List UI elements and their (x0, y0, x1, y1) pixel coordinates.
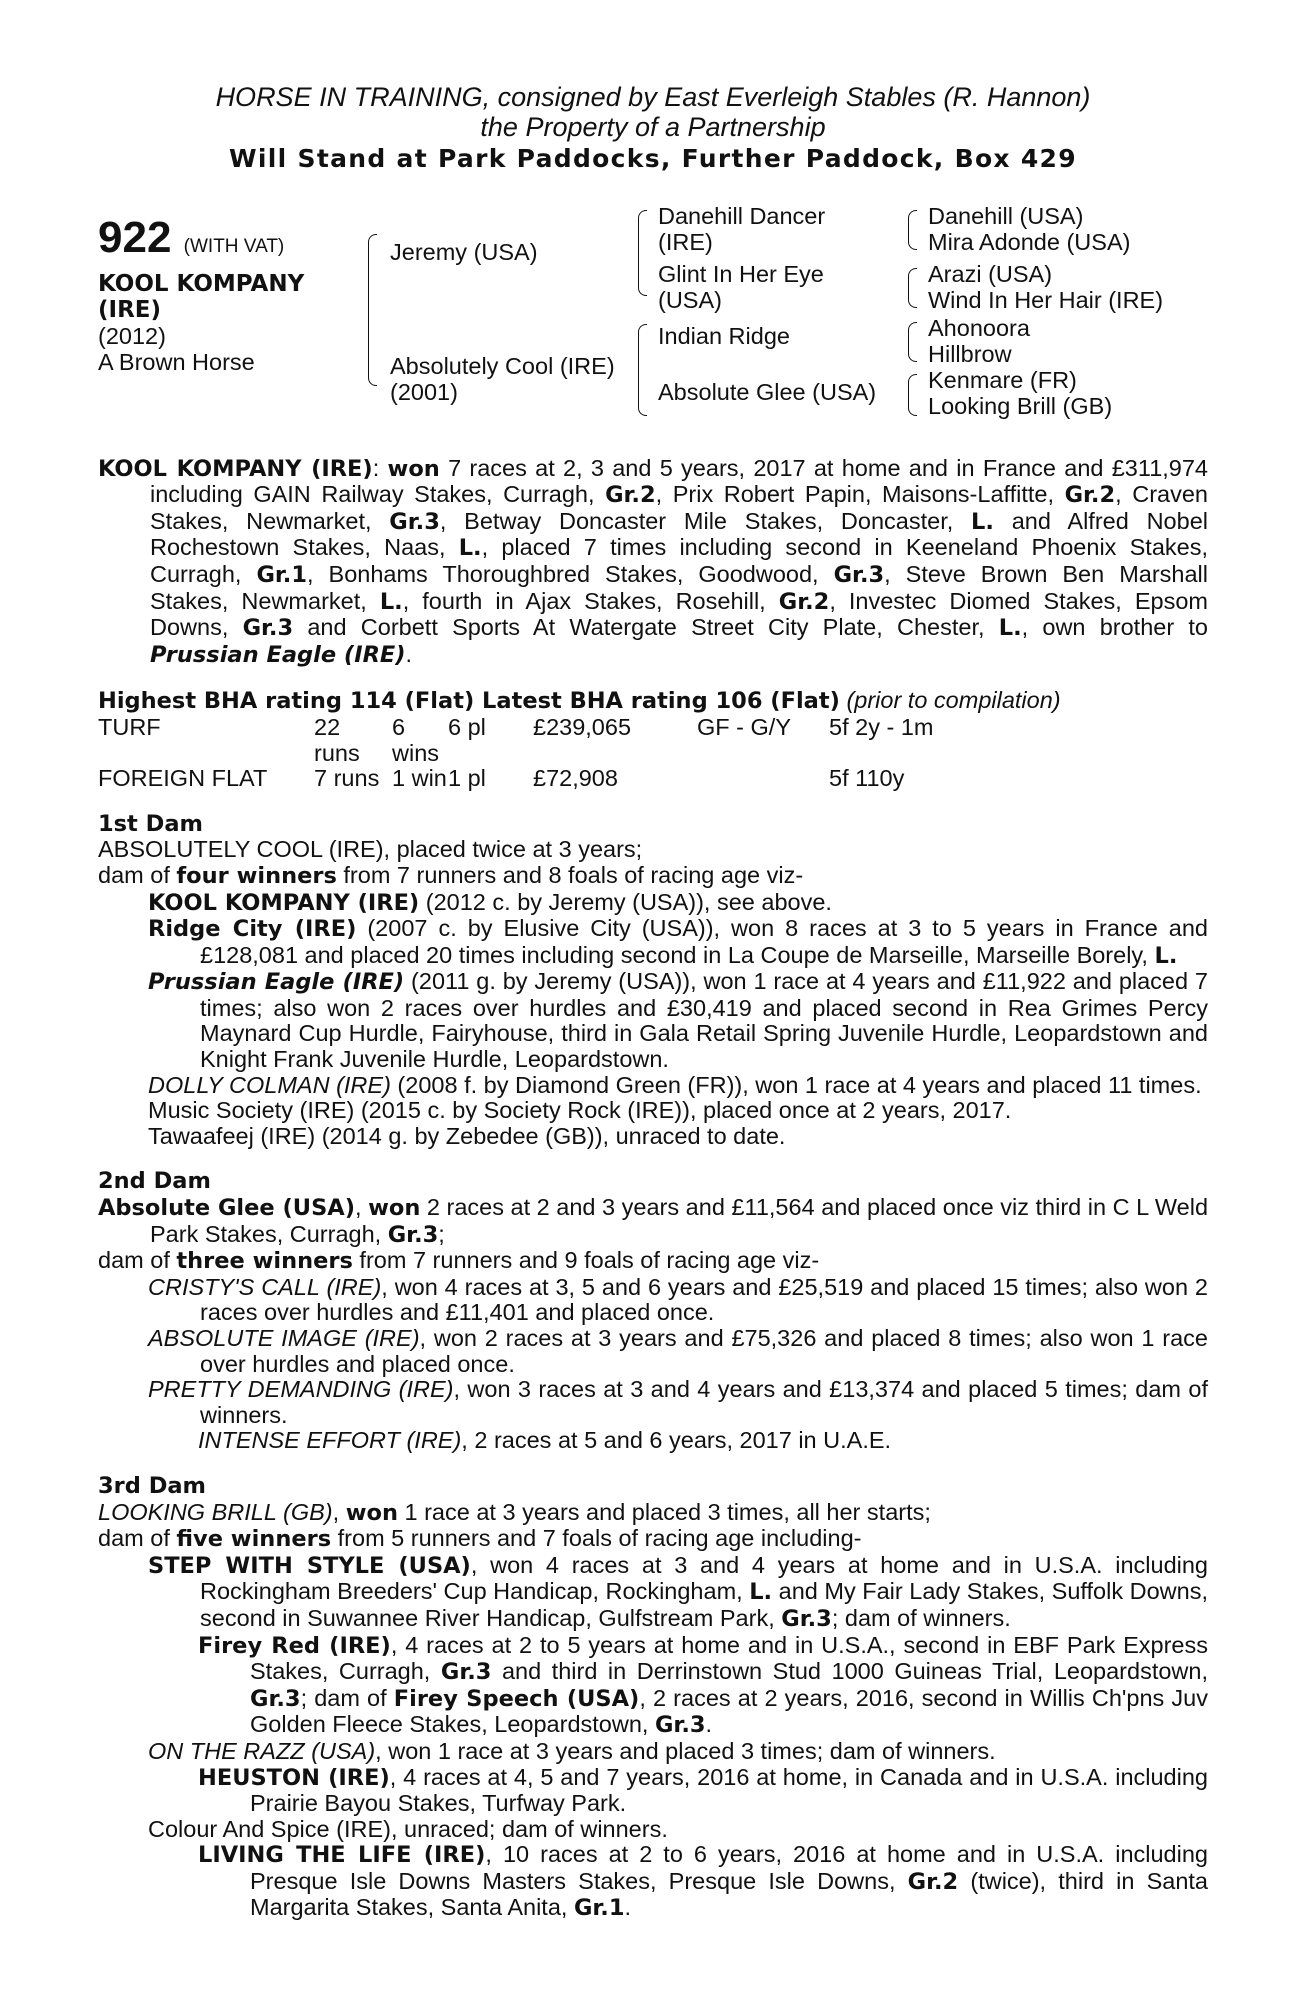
text-run: , won 1 race at 3 years and placed 3 times; dam of winners. (375, 1737, 996, 1764)
pedigree-brace (908, 374, 917, 416)
table-cell: 1 win (392, 765, 447, 792)
text-run: Ridge City (IRE) (148, 916, 357, 943)
text-run: , Steve Brown Ben Marshall Stakes, Newmarket, (150, 560, 1209, 614)
first-dam-section (98, 812, 1208, 1150)
dam-year: (2001) (390, 378, 458, 405)
third-dam-heading: 3rd Dam (98, 1472, 206, 1499)
text-run: four winners (176, 862, 337, 889)
text-run: ABSOLUTELY COOL (IRE), placed twice at 3 years; (98, 836, 643, 863)
text-run: and Corbett Sports At Watergate Street City Plate, Chester, (293, 614, 999, 641)
pedigree-brace (908, 210, 917, 250)
text-run: and My Fair Lady Stakes, Suffolk Downs, second in Suwannee River Handicap, Gulfstream Park, (200, 1578, 1208, 1631)
text-run: , own brother to (1021, 614, 1208, 641)
header-location: Will Stand at Park Paddocks, Further Paddock, Box 429 (229, 144, 1077, 173)
text-run: Gr.3 (833, 561, 885, 588)
text-run: Prussian Eagle (IRE) (150, 641, 406, 668)
text-run: Colour And Spice (IRE), unraced; dam of winners. (148, 1815, 668, 1842)
text-run: KOOL KOMPANY (IRE) (98, 455, 373, 482)
text-run: , Investec Diomed Stakes, Epsom Downs, (150, 587, 1208, 641)
text-run: Gr.2 (907, 1868, 959, 1895)
progeny-entry (98, 1275, 1208, 1326)
text-run: , fourth in Ajax Stakes, Rosehill, (402, 587, 779, 614)
text-run: . (405, 640, 413, 667)
vat-label: (WITH VAT) (183, 235, 285, 257)
text-run: LIVING THE LIFE (IRE) (198, 1842, 486, 1869)
table-cell: £239,065 (533, 713, 632, 740)
progeny-entry (98, 1098, 1208, 1124)
text-run: L. (379, 588, 403, 615)
sire-dam: Glint In Her Eye (658, 260, 824, 287)
text-run: Gr.3 (250, 1685, 301, 1712)
text-run: won (368, 1195, 421, 1222)
text-run: HEUSTON (IRE) (198, 1764, 390, 1791)
text-run: L. (458, 535, 482, 562)
text-run: DOLLY COLMAN (IRE) (148, 1071, 391, 1098)
text-run: , Betway Doncaster Mile Stakes, Doncaster, (439, 507, 972, 534)
third-dam-section (98, 1474, 1208, 1922)
pedigree-brace (638, 324, 647, 416)
progeny-entry (98, 837, 1208, 863)
table-cell: TURF (98, 713, 161, 740)
text-run: L. (1154, 942, 1178, 969)
text-run: ABSOLUTE IMAGE (IRE) (148, 1325, 420, 1351)
progeny-entry (98, 1248, 1208, 1275)
text-run: Gr.3 (242, 615, 294, 642)
progeny-entry (98, 1633, 1208, 1739)
first-dam-lines (98, 837, 1208, 1149)
pedigree (98, 204, 1208, 436)
progeny-entry (98, 1326, 1208, 1377)
pedigree-brace (908, 268, 917, 308)
table-cell: 1 pl (448, 765, 486, 792)
pedigree-brace (368, 234, 377, 386)
text-run: 1 race at 3 years and placed 3 times, all her starts; (397, 1498, 931, 1525)
table-cell: 6 pl (448, 713, 486, 740)
text-run: STEP WITH STYLE (USA) (148, 1552, 471, 1579)
text-run: . (705, 1711, 713, 1738)
table-cell: 22 runs (314, 713, 360, 766)
pedigree-ancestor: Ahonoora (928, 314, 1030, 341)
pedigree-ancestor: Mira Adonde (USA) (928, 228, 1131, 255)
text-run: dam of (98, 861, 177, 888)
pedigree-ancestor: Arazi (USA) (928, 260, 1053, 287)
progeny-entry (98, 1817, 1208, 1843)
text-run: (prior to compilation) (846, 687, 1061, 714)
table-cell (697, 766, 829, 792)
lot-number: 922 (WITH VAT) (98, 212, 285, 262)
sire-sire-suffix: (IRE) (658, 228, 713, 255)
header-property: the Property of a Partnership (480, 112, 826, 142)
second-dam-section (98, 1169, 1208, 1454)
progeny-entry (98, 1377, 1208, 1428)
text-run: dam of (98, 1525, 177, 1552)
progeny-entry (98, 969, 1208, 1072)
horse-suffix: (IRE) (98, 296, 162, 323)
text-run: five winners (176, 1526, 332, 1553)
text-run: L. (749, 1579, 773, 1606)
progeny-entry (98, 1553, 1208, 1633)
ratings-table (98, 715, 1208, 792)
text-run: Gr.1 (256, 561, 307, 588)
text-run: Gr.2 (778, 588, 830, 615)
sire-dam-suffix: (USA) (658, 286, 722, 313)
dam-dam: Absolute Glee (USA) (658, 378, 877, 405)
progeny-entry (98, 1526, 1208, 1553)
table-cell: 7 runs (314, 765, 380, 792)
text-run: CRISTY'S CALL (IRE) (148, 1273, 382, 1300)
text-run: , Prix Robert Papin, Maisons-Laffitte, (655, 481, 1065, 508)
text-run: INTENSE EFFORT (IRE) (198, 1427, 462, 1454)
table-cell: 5f 110y (829, 765, 905, 792)
horse-description: A Brown Horse (98, 348, 255, 375)
foaling-year: (2012) (98, 322, 166, 349)
text-run: , (332, 1498, 346, 1525)
table-cell: GF - G/Y (697, 713, 791, 740)
ratings-heading (98, 688, 1208, 715)
text-run: Gr.3 (387, 1221, 439, 1248)
text-run: Gr.3 (654, 1712, 706, 1739)
text-run: Gr.1 (573, 1895, 625, 1922)
text-run: Gr.3 (781, 1605, 832, 1632)
pedigree-ancestor: Kenmare (FR) (928, 366, 1077, 393)
text-run: , won 3 races at 3 and 4 years and £13,374 and placed 5 times; dam of winners. (200, 1376, 1208, 1428)
text-run: from 7 runners and 9 foals of racing age viz- (352, 1247, 820, 1274)
text-run: , (354, 1194, 369, 1221)
text-run: dam of (98, 1247, 177, 1274)
horse-name: KOOL KOMPANY (98, 270, 305, 297)
text-run: 2 races at 2 and 3 years and £11,564 and placed once viz third in C L Weld Park Stakes, Curragh, (150, 1194, 1209, 1247)
catalogue-page (98, 82, 1208, 1922)
progeny-entry (98, 916, 1208, 969)
text-run: , Craven Stakes, Newmarket, (150, 481, 1208, 534)
pedigree-ancestor: Hillbrow (928, 340, 1012, 367)
text-run: , Bonhams Thoroughbred Stakes, Goodwood, (307, 560, 834, 587)
progeny-entry (98, 1073, 1208, 1099)
pedigree-brace (638, 210, 647, 296)
text-run: (twice), third in Santa Margarita Stakes, Santa Anita, (250, 1867, 1208, 1921)
text-run: , won 4 races at 3, 5 and 6 years and £25,519 and placed 15 times; also won 2 races over hurdles and £11,401 and placed once. (200, 1273, 1208, 1326)
text-run: Highest BHA rating 114 (Flat) Latest BHA rating 106 (Flat) (98, 688, 840, 715)
second-dam-heading: 2nd Dam (98, 1168, 211, 1195)
sire: Jeremy (USA) (390, 238, 538, 265)
text-run: Gr.2 (605, 482, 656, 509)
text-run: , 4 races at 2 to 5 years at home and in U.S.A., second in EBF Park Express Stakes, Curragh, (250, 1631, 1208, 1685)
progeny-entry (98, 1739, 1208, 1765)
text-run: : (372, 454, 388, 481)
pedigree-ancestor: Danehill (USA) (928, 202, 1084, 229)
text-run: KOOL KOMPANY (IRE) (148, 889, 420, 916)
text-run: Tawaafeej (IRE) (2014 g. by Zebedee (GB)), unraced to date. (148, 1122, 786, 1149)
text-run: and Alfred Nobel Rochestown Stakes, Naas, (150, 507, 1208, 561)
table-cell: £72,908 (533, 765, 618, 792)
text-run: from 7 runners and 8 foals of racing age viz- (336, 861, 804, 888)
text-run: ; dam of winners. (831, 1604, 1011, 1631)
text-run: , won 4 races at 3 and 4 years at home and in U.S.A. including Rockingham Breeders' Cup Handicap, Rockingham, (200, 1551, 1209, 1605)
pedigree-ancestor: Looking Brill (GB) (928, 392, 1113, 419)
text-run: Firey Speech (USA) (393, 1685, 640, 1712)
text-run: from 5 runners and 7 foals of racing age including- (331, 1525, 862, 1552)
progeny-entry (98, 1842, 1208, 1922)
progeny-entry (98, 863, 1208, 890)
text-run: ON THE RAZZ (USA) (148, 1737, 376, 1764)
text-run: (2012 c. by Jeremy (USA)), see above. (419, 888, 832, 915)
table-cell: 5f 2y - 1m (829, 713, 934, 740)
progeny-entry (98, 1765, 1208, 1817)
text-run: won (345, 1499, 398, 1526)
text-run: Gr.2 (1064, 482, 1116, 509)
text-run: Prussian Eagle (IRE) (148, 969, 405, 996)
table-cell: 6 wins (392, 713, 440, 766)
text-run: three winners (176, 1248, 353, 1275)
progeny-entry (98, 1195, 1208, 1248)
text-run: Firey Red (IRE) (198, 1632, 391, 1659)
second-dam-lines (98, 1195, 1208, 1454)
dam-sire: Indian Ridge (658, 322, 790, 349)
text-run: ; (438, 1220, 445, 1247)
text-run: LOOKING BRILL (GB) (98, 1498, 333, 1525)
text-run: Gr.3 (389, 508, 440, 535)
progeny-entry (98, 1500, 1208, 1527)
dam: Absolutely Cool (IRE) (390, 352, 615, 379)
text-run: , won 2 races at 3 years and £75,326 and placed 8 times; also won 1 race over hurdles and placed once. (200, 1325, 1208, 1377)
text-run: PRETTY DEMANDING (IRE) (148, 1376, 454, 1403)
text-run: won (387, 455, 440, 482)
progeny-entry (98, 1428, 1208, 1454)
text-run: ; dam of (300, 1684, 394, 1711)
sire-sire: Danehill Dancer (658, 202, 826, 229)
text-run: , 2 races at 5 and 6 years, 2017 in U.A.E. (461, 1427, 892, 1454)
ratings-section (98, 688, 1208, 791)
text-run: , placed 7 times including second in Keeneland Phoenix Stakes, Curragh, (150, 534, 1208, 587)
text-run: Music Society (IRE) (2015 c. by Society Rock (IRE)), placed once at 2 years, 2017. (148, 1097, 1012, 1124)
text-run: and third in Derrinstown Stud 1000 Guineas Trial, Leopardstown, (491, 1658, 1208, 1685)
table-cell: FOREIGN FLAT (98, 765, 268, 792)
pedigree-brace (908, 322, 917, 362)
text-run: 7 races at 2, 3 and 5 years, 2017 at home and in France and £311,974 including GAIN Railway Stakes, Curragh, (150, 454, 1208, 508)
progeny-entry (98, 1124, 1208, 1150)
text-run: (2007 c. by Elusive City (USA)), won 8 races at 3 to 5 years in France and £128,081 and placed 20 times including second in La Coupe de Marseille, Marseille Borely, (200, 915, 1208, 968)
text-run: Gr.3 (440, 1659, 492, 1686)
progeny-entry (98, 890, 1208, 917)
first-dam-heading: 1st Dam (98, 810, 203, 837)
text-run: . (624, 1894, 632, 1921)
third-dam-lines (98, 1500, 1208, 1923)
text-run: (2011 g. by Jeremy (USA)), won 1 race at 4 years and £11,922 and placed 7 times; also won 2 races over hurdles and £30,419 and placed second in Rea Grimes Percy Maynard Cup Hurdle, Fairyhouse, third in Gala Retail Spring Juvenile Hurdle, Leopardstown and Knight Frank Juvenile Hurdle, Leopardstown. (200, 968, 1209, 1073)
text-run: , 4 races at 4, 5 and 7 years, 2016 at home, in Canada and in U.S.A. including Prairie Bayou Stakes, Turfway Park. (250, 1763, 1208, 1817)
text-run: Absolute Glee (USA) (98, 1195, 355, 1222)
text-run: (2008 f. by Diamond Green (FR)), won 1 race at 4 years and placed 11 times. (390, 1071, 1202, 1098)
race-summary (98, 456, 1208, 669)
pedigree-ancestor: Wind In Her Hair (IRE) (928, 286, 1164, 313)
text-run: , 10 races at 2 to 6 years, 2016 at home and in U.S.A. including Presque Isle Downs Masters Stakes, Presque Isle Downs, (250, 1841, 1208, 1894)
text-run: L. (971, 508, 994, 535)
text-run: , 2 races at 2 years, 2016, second in Willis Ch'pns Juv Golden Fleece Stakes, Leopardstown, (250, 1684, 1208, 1738)
text-run: L. (998, 615, 1022, 642)
header-consignor: HORSE IN TRAINING, consigned by East Everleigh Stables (R. Hannon) (215, 82, 1091, 112)
